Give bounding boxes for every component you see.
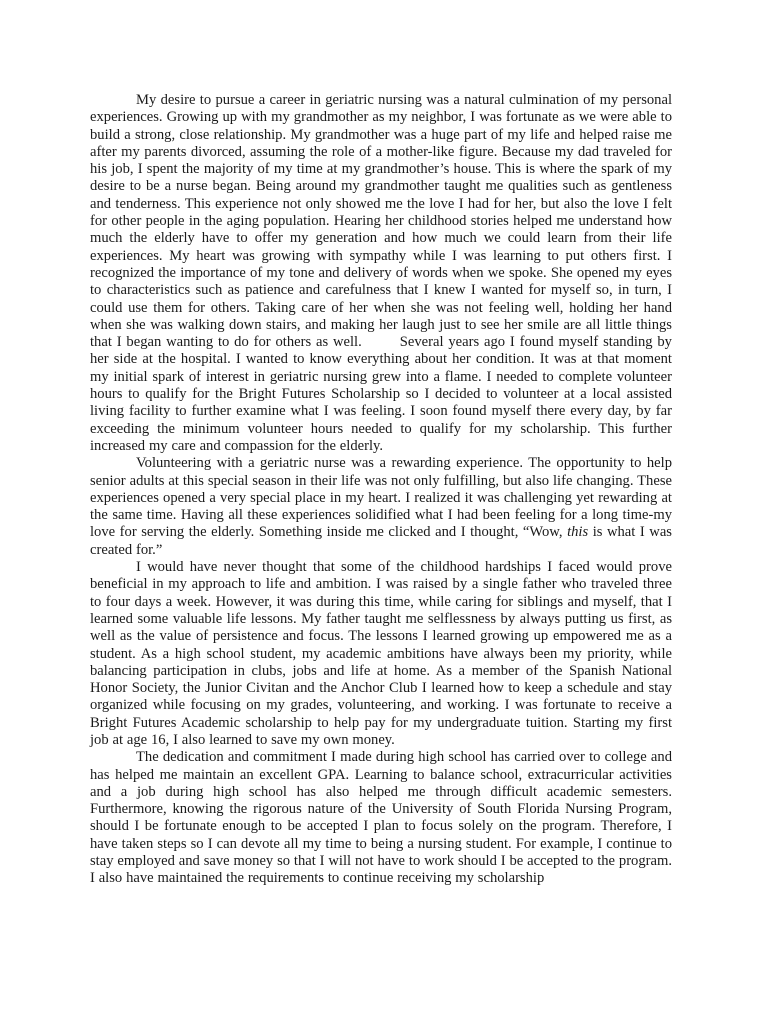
essay-body	[90, 92, 672, 888]
paragraph-2	[90, 455, 672, 559]
paragraph-1-text-b: Several years ago I found myself standing by her side at the hospital. I wanted to know everything about her condition. It was at that moment my initial spark of interest in geriatric nursing grew into a flame. I needed to complete volunteer hours to qualify for the Bright Futures Scholarship so I decided to volunteer at a local assisted living facility to further examine what I was feeling. I soon found myself there every day, by far exceeding the minimum volunteer hours needed to qualify for my scholarship. This further increased my care and compassion for the elderly.	[90, 334, 672, 454]
paragraph-2-text-b: is what I was created for.”	[90, 524, 672, 558]
paragraph-2-text-a: Volunteering with a geriatric nurse was a rewarding experience. The opportunity to help senior adults at this special season in their life was not only fulfilling, but also life changing. These experiences opened a very special place in my heart. I realized it was challenging yet rewarding at the same time. Having all these experiences solidified what I had been feeling for a long time-my love for serving the elderly. Something inside me clicked and I thought, “Wow,	[90, 455, 672, 541]
paragraph-2-emphasis: this	[567, 524, 589, 541]
paragraph-1	[90, 92, 672, 455]
paragraph-4: The dedication and commitment I made during high school has carried over to college and has helped me maintain an excellent GPA. Learning to balance school, extracurricular activities and a job during high school has also helped me through difficult academic semesters. Furthermore, knowing the rigorous nature of the University of South Florida Nursing Program, should I be fortunate enough to be accepted I plan to focus solely on the program. Therefore, I have taken steps so I can devote all my time to being a nursing student. For example, I continue to stay employed and save money so that I will not have to work should I be accepted to the program. I also have maintained the requirements to continue receiving my scholarship	[90, 749, 672, 887]
paragraph-1-text-a: My desire to pursue a career in geriatric nursing was a natural culmination of my personal experiences. Growing up with my grandmother as my neighbor, I was fortunate as we were able to build a strong, close relationship. My grandmother was a huge part of my life and helped raise me after my parents divorced, assuming the role of a mother-like figure. Because my dad traveled for his job, I spent the majority of my time at my grandmother’s house. This is where the spark of my desire to be a nurse began. Being around my grandmother taught me qualities such as gentleness and tenderness. This experience not only showed me the love I had for her, but also the love I felt for other people in the aging population. Hearing her childhood stories helped me understand how much the elderly have to offer my generation and how much we could learn from their life experiences. My heart was growing with sympathy while I was learning to put others first. I recognized the importance of my tone and delivery of words when we spoke. She opened my eyes to characteristics such as patience and carefulness that I knew I wanted for myself so, in turn, I could use them for others. Taking care of her when she was not feeling well, holding her hand when she was walking down stairs, and making her laugh just to see her smile are all little things that I began wanting to do for others as well.	[90, 92, 672, 351]
paragraph-3: I would have never thought that some of the childhood hardships I faced would prove beneficial in my approach to life and ambition. I was raised by a single father who traveled three to four days a week. However, it was during this time, while caring for siblings and myself, that I learned some valuable life lessons. My father taught me selflessness by always putting us first, as well as the value of persistence and focus. The lessons I learned growing up empowered me as a student. As a high school student, my academic ambitions have always been my priority, while balancing participation in clubs, jobs and life at home. As a member of the Spanish National Honor Society, the Junior Civitan and the Anchor Club I learned how to keep a schedule and stay organized while focusing on my grades, volunteering, and working. I was fortunate to receive a Bright Futures Academic scholarship to help pay for my undergraduate tuition. Starting my first job at age 16, I also learned to save my own money.	[90, 559, 672, 748]
